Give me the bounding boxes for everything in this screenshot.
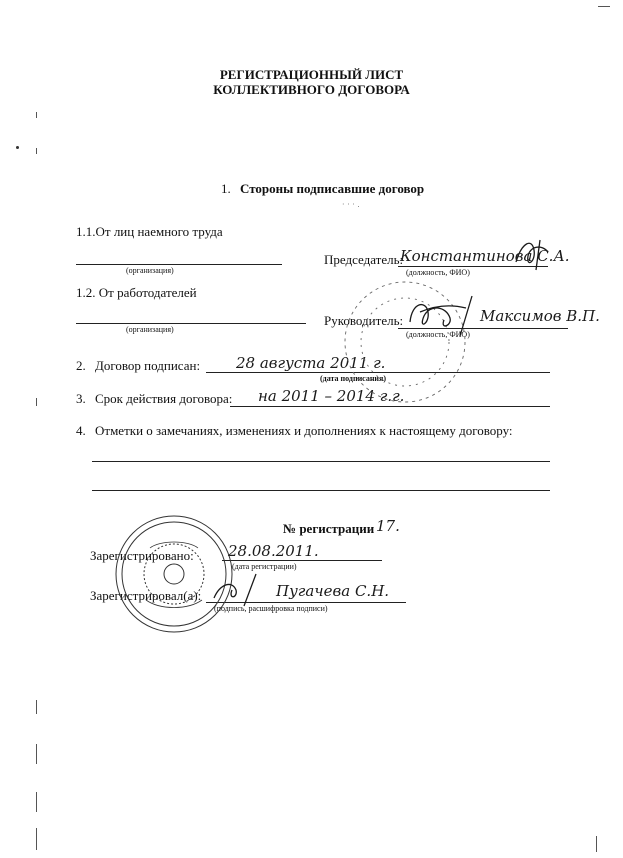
- chair-signature: [516, 240, 548, 270]
- employees-label: 1.1.От лиц наемного труда: [76, 224, 223, 239]
- head-label: Руководитель:: [324, 313, 404, 328]
- chair-label: Председатель:: [324, 252, 404, 267]
- document-title-line1: РЕГИСТРАЦИОННЫЙ ЛИСТ: [219, 67, 404, 82]
- registered-handwritten-date: 28.08.2011.: [228, 542, 319, 560]
- registrar-signature: [214, 574, 256, 606]
- edge-marks: [36, 6, 610, 852]
- employees-org-caption: (организация): [126, 266, 174, 275]
- registered-caption: (дата регистрации): [232, 562, 297, 571]
- registration-number-value: 17.: [376, 517, 400, 535]
- notes-label: Отметки о замечаниях, изменениях и дополнениях к настоящему договору:: [95, 423, 513, 438]
- registrar-label: Зарегистрировал(а):: [90, 588, 202, 603]
- employers-org-caption: (организация): [126, 325, 174, 334]
- registration-seal: [116, 516, 232, 632]
- svg-text:· · · .: · · · .: [342, 200, 360, 209]
- head-caption: (должность, ФИО): [406, 330, 470, 339]
- registrar-handwritten-name: Пугачева С.Н.: [276, 582, 390, 600]
- term-label: Срок действия договора:: [95, 391, 233, 406]
- registrar-caption: (подпись, расшифровка подписи): [214, 604, 328, 613]
- registered-label: Зарегистрировано:: [90, 548, 194, 563]
- section1-number: 1.: [221, 181, 231, 196]
- document-title-line2: КОЛЛЕКТИВНОГО ДОГОВОРА: [213, 82, 410, 97]
- employers-label: 1.2. От работодателей: [76, 285, 197, 300]
- section1-title: Стороны подписавшие договор: [240, 181, 425, 196]
- registration-number-label: № регистрации: [283, 521, 375, 536]
- chair-handwritten-name: Константинова С.А.: [400, 247, 570, 265]
- signed-handwritten-date: 28 августа 2011 г.: [236, 354, 386, 372]
- term-handwritten-value: на 2011 – 2014 г.г.: [258, 387, 405, 405]
- notes-number: 4.: [76, 423, 86, 438]
- signed-caption: (дата подписания): [320, 374, 387, 383]
- employer-seal: [345, 282, 465, 402]
- signed-label: Договор подписан:: [95, 358, 201, 373]
- chair-caption: (должность, ФИО): [406, 268, 470, 277]
- head-handwritten-name: Максимов В.П.: [480, 307, 600, 325]
- term-number: 3.: [76, 391, 86, 406]
- signed-number: 2.: [76, 358, 86, 373]
- head-signature: [410, 296, 472, 336]
